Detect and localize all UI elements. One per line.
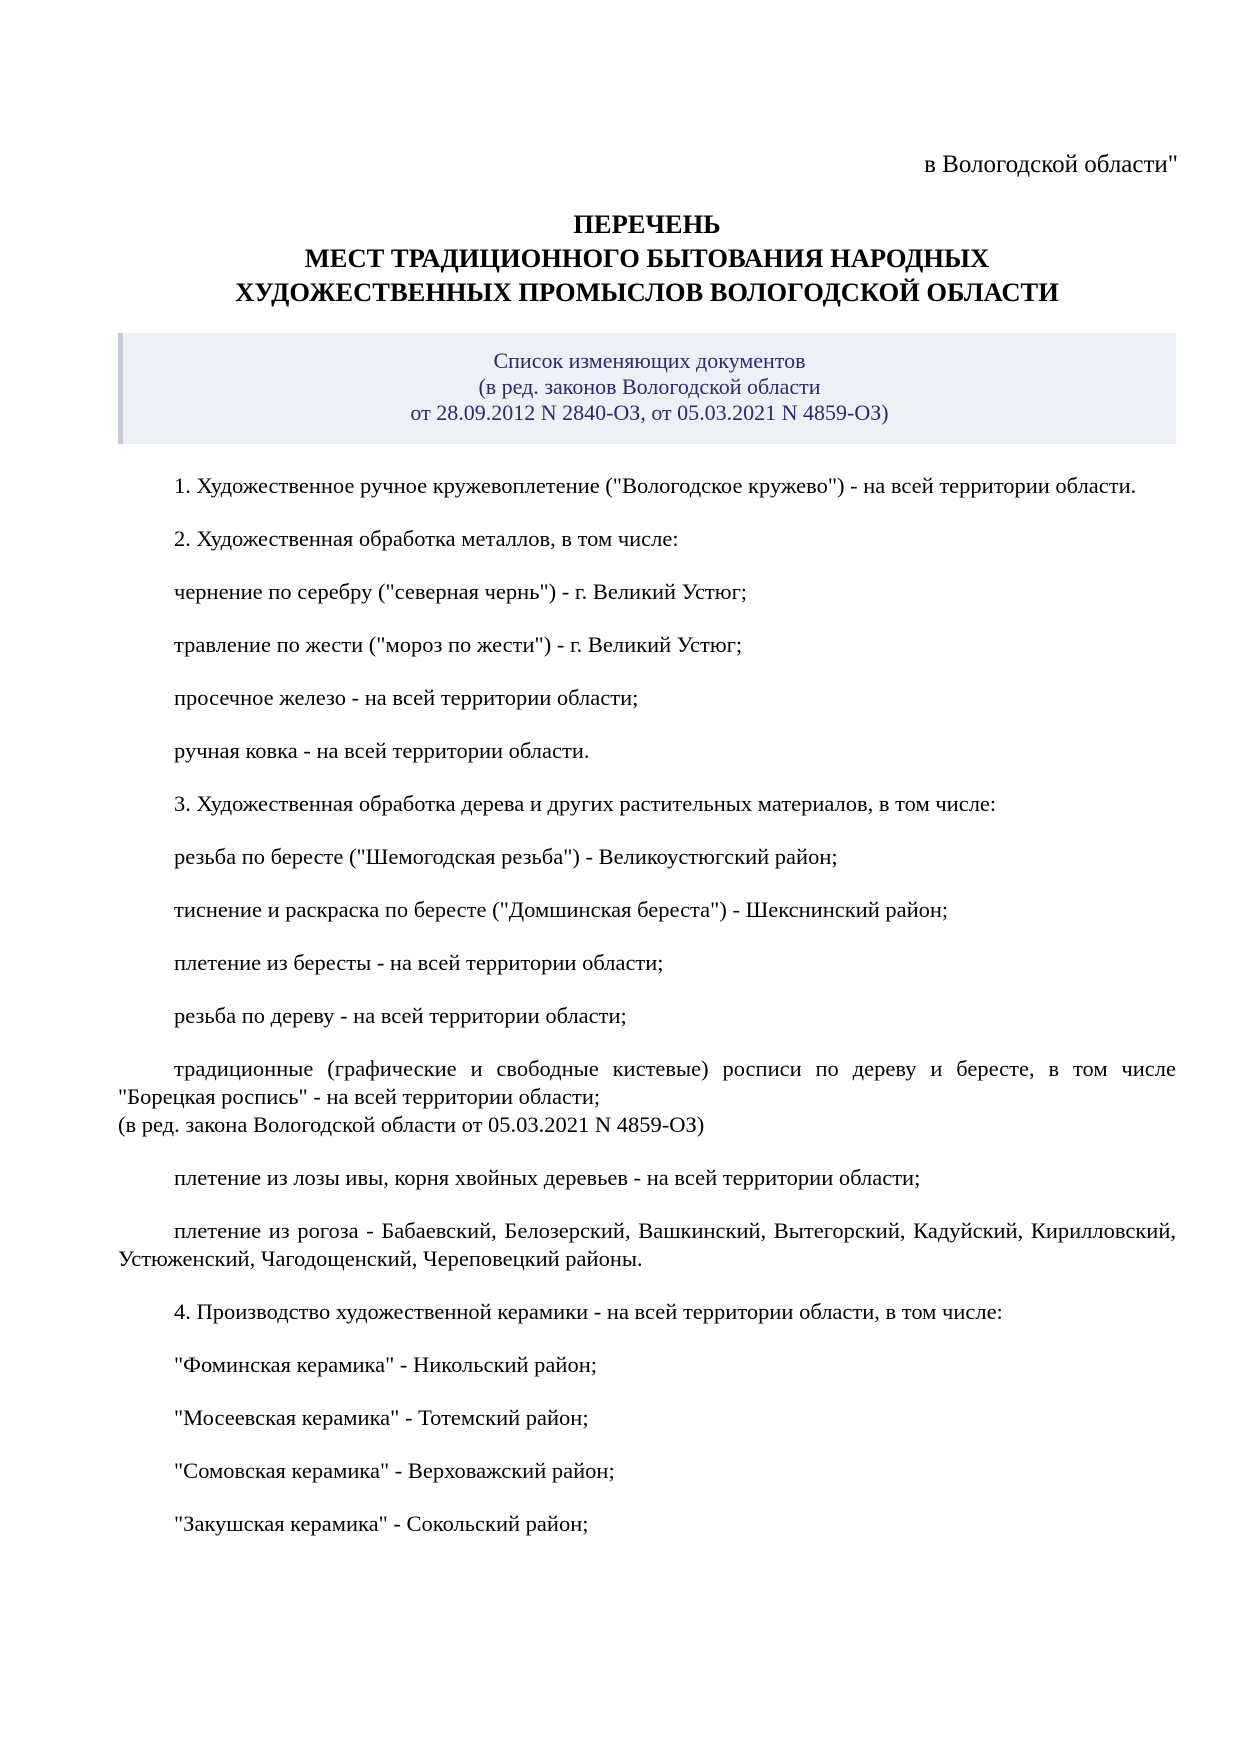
amending-documents-heading: Список изменяющих документов: [493, 348, 806, 373]
header-note: в Вологодской области": [924, 151, 1178, 178]
document-body: [118, 472, 1176, 1563]
item-4-somovskaya: "Сомовская керамика" - Верховажский район;: [174, 1458, 615, 1483]
item-3-birch-embossing: тиснение и раскраска по бересте ("Домшинская береста") - Шекснинский район;: [174, 897, 949, 922]
item-1-lace: 1. Художественное ручное кружевоплетение ("Вологодское кружево") - на всей территории области.: [174, 473, 1137, 498]
item-3-willow-weaving: плетение из лозы ивы, корня хвойных деревьев - на всей территории области;: [174, 1165, 921, 1190]
amending-documents-line-3: от 28.09.2012 N 2840-ОЗ, от 05.03.2021 N 4859-ОЗ): [410, 400, 889, 425]
amending-documents-line-2: (в ред. законов Вологодской области: [478, 374, 821, 399]
item-3-birch-carving: резьба по бересте ("Шемогодская резьба") - Великоустюгский район;: [174, 844, 838, 869]
item-3-wood: 3. Художественная обработка дерева и других растительных материалов, в том числе:: [174, 791, 997, 816]
item-2-tin-etching: травление по жести ("мороз по жести") - г. Великий Устюг;: [174, 632, 743, 657]
item-4-zakushskaya: "Закушская керамика" - Сокольский район;: [174, 1511, 589, 1536]
amending-documents-box: [118, 333, 1176, 444]
item-4-moseevskaya: "Мосеевская керамика" - Тотемский район;: [174, 1405, 589, 1430]
title-line-1: ПЕРЕЧЕНЬ: [573, 209, 721, 239]
item-3-painting-amendment-note: (в ред. закона Вологодской области от 05.03.2021 N 4859-ОЗ): [118, 1112, 705, 1137]
item-2-metal: 2. Художественная обработка металлов, в том числе:: [174, 526, 679, 551]
title-line-2: МЕСТ ТРАДИЦИОННОГО БЫТОВАНИЯ НАРОДНЫХ: [304, 243, 990, 273]
item-2-pierced-iron: просечное железо - на всей территории области;: [174, 685, 639, 710]
item-3-wood-carving: резьба по дереву - на всей территории области;: [174, 1003, 627, 1028]
item-4-ceramics: 4. Производство художественной керамики - на всей территории области, в том числе:: [174, 1299, 1003, 1324]
item-3-painting: традиционные (графические и свободные кистевые) росписи по дереву и бересте, в том числе "Борецкая роспись" - на всей территории области;: [118, 1056, 1176, 1109]
item-2-forging: ручная ковка - на всей территории области.: [174, 738, 590, 763]
item-4-fominskaya: "Фоминская керамика" - Никольский район;: [174, 1352, 597, 1377]
item-3-cattail-weaving: плетение из рогоза - Бабаевский, Белозерский, Вашкинский, Вытегорский, Кадуйский, Кирилловский, Устюженский, Чагодощенский, Череповецкий районы.: [118, 1218, 1176, 1271]
title-line-3: ХУДОЖЕСТВЕННЫХ ПРОМЫСЛОВ ВОЛОГОДСКОЙ ОБЛАСТИ: [235, 277, 1059, 307]
item-3-birch-weaving: плетение из бересты - на всей территории области;: [174, 950, 664, 975]
document-title: [118, 207, 1176, 309]
item-2-niello: чернение по серебру ("северная чернь") - г. Великий Устюг;: [174, 579, 748, 604]
